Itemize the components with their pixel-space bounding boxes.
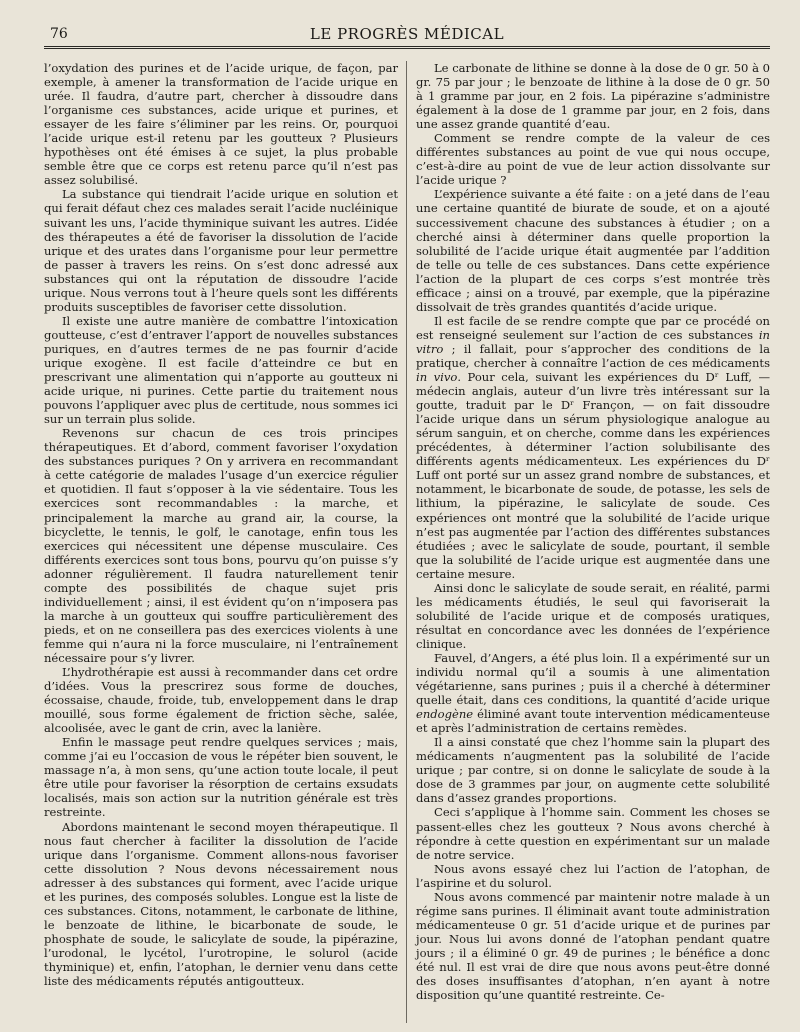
paragraph: Ceci s’applique à l’homme sain. Comment les choses se passent-elles chez les goutteux ? Nous avons cherché à répondre à cette question en expérimentant sur un malade de notre service. <box>416 805 770 862</box>
right-column <box>416 61 770 1023</box>
paragraph: Il existe une autre manière de combattre l’intoxication goutteuse, c’est d’entraver l’apport de nouvelles substances puriques, en d’autres termes de ne pas fournir d’acide urique exogène. Il est facile d’atteindre ce but en prescrivant une alimentation qui n’apporte au goutteux ni acide urique, ni purines. Cette partie du traitement nous pouvons l’appliquer avec plus de certitude, nous sommes ici sur un terrain plus solide. <box>44 313 398 427</box>
running-header <box>44 24 770 49</box>
paragraph: Revenons sur chacun de ces trois principes thérapeutiques. Et d’abord, comment favoriser l’oxydation des substances puriques ? On y arrivera en recommandant à cette catégorie de malades l’usage d’un exercice régulier et quotidien. Il faut s’opposer à la vie sédentaire. Tous les exercices sont recommandables : la marche, et principalement la marche au grand air, la course, la bicyclette, le tennis, le golf, le canotage, enfin tous les exercices qui nécessitent une dépense musculaire. Ces différents exercices sont tous bons, pourvu qu’on puisse s’y adonner régulièrement. Il faudra naturellement tenir compte des possibilités de chaque sujet pris individuellement ; ainsi, il est évident qu’on n’imposera pas la marche à un goutteux qui souffre particulièrement des pieds, et on ne conseillera pas des exercices violents à une femme qui n’aura ni la force musculaire, ni l’entraînement nécessaire pour s’y livrer. <box>44 426 398 665</box>
paragraph: La substance qui tiendrait l’acide urique en solution et qui ferait défaut chez ces malades serait l’acide nucléinique suivant les uns, l’acide thyminique suivant les autres. L’idée des thérapeutes a été de favoriser la dissolution de l’acide urique et des urates dans l’organisme pour leur permettre de passer à travers les reins. On s’est donc adressé aux substances qui ont la réputation de dissoudre l’acide urique. Nous verrons tout à l’heure quels sont les différents produits susceptibles de favoriser cette dissolution. <box>44 187 398 314</box>
paragraph: Comment se rendre compte de la valeur de ces différentes substances au point de vue qui nous occupe, c’est-à-dire au point de vue de leur action dissolvante sur l’acide urique ? <box>416 131 770 188</box>
paragraph: L’hydrothérapie est aussi à recommander dans cet ordre d’idées. Vous la prescrirez sous forme de douches, écossaise, chaude, froide, tub, enveloppement dans le drap mouillé, sous forme également de friction sèche, salée, alcoolisée, avec le gant de crin, avec la lanière. <box>44 665 398 736</box>
left-column <box>44 61 398 1023</box>
paragraph: Fauvel, d’Angers, a été plus loin. Il a expérimenté sur un individu normal qu’il a soumis à une alimentation végétarienne, sans purines ; puis il a cherché à déterminer quelle était, dans ces conditions, la quantité d’acide urique endogène éliminé avant toute intervention médicamenteuse et après l’administration de certains remèdes. <box>416 650 770 736</box>
page-number: 76 <box>50 26 68 42</box>
paragraph: Enfin le massage peut rendre quelques services ; mais, comme j’ai eu l’occasion de vous le répéter bien souvent, le massage n’a, à mon sens, qu’une action toute locale, il peut être utile pour favoriser la résorption de certains exsudats localisés, mais son action sur la nutrition générale est très restreinte. <box>44 735 398 820</box>
paragraph: L’expérience suivante a été faite : on a jeté dans de l’eau une certaine quantité de biurate de soude, et on a ajouté successivement chacune des substances à étudier ; on a cherché ainsi à déterminer dans quelle proportion la solubilité de l’acide urique était augmentée par l’addition de telle ou telle de ces substances. Dans cette expérience l’action de la plupart de ces corps s’est montrée très efficace ; ainsi on a trouvé, par exemple, que la pipérazine dissolvait de très grandes quantités d’acide urique. <box>416 187 770 314</box>
paragraph: Il est facile de se rendre compte que par ce procédé on est renseigné seulement sur l’action de ces substances in vitro ; il fallait, pour s’approcher des conditions de la pratique, chercher à connaître l’action de ces médicaments in vivo. Pour cela, suivant les expériences du Dʳ Luff, — médecin anglais, auteur d’un livre très intéressant sur la goutte, traduit par le Dʳ Françon, — on fait dissoudre l’acide urique dans un sérum physiologique analogue au sérum sanguin, et on cherche, comme dans les expériences précédentes, à déterminer l’action solubilisante des différents agents médicamenteux. Les expériences du Dʳ Luff ont porté sur un assez grand nombre de substances, et notamment, le bicarbonate de soude, de potasse, les sels de lithium, la pipérazine, le salicylate de soude. Ces expériences ont montré que la solubilité de l’acide urique n’est pas augmentée par l’action des différentes substances étudiées ; avec le salicylate de soude, pourtant, il semble que la solubilité de l’acide urique est augmentée dans une certaine mesure. <box>416 313 770 581</box>
paragraph: l’oxydation des purines et de l’acide urique, de façon, par exemple, à amener la transformation de l’acide urique en urée. Il faudra, d’autre part, chercher à dissoudre dans l’organisme ces substances, acide urique et purines, et essayer de les faire s’éliminer par les reins. Or, pourquoi l’acide urique est-il retenu par les goutteux ? Plusieurs hypothèses ont été émises à ce sujet, la plus probable semble être que ce corps est retenu parce qu’il n’est pas assez solubilisé. <box>44 61 398 188</box>
paragraph: Nous avons essayé chez lui l’action de l’atophan, de l’aspirine et du solurol. <box>416 861 770 890</box>
paragraph: Ainsi donc le salicylate de soude serait, en réalité, parmi les médicaments étudiés, le seul qui favoriserait la solubilité de l’acide urique et de composés uratiques, résultat en concordance avec les données de l’expérience clinique. <box>416 580 770 651</box>
text-columns <box>44 61 770 1023</box>
paragraph: Il a ainsi constaté que chez l’homme sain la plupart des médicaments n’augmentent pas la solubilité de l’acide urique ; par contre, si on donne le salicylate de soude à la dose de 3 grammes par jour, on augmente cette solubilité dans d’assez grandes proportions. <box>416 735 770 806</box>
paragraph: Abordons maintenant le second moyen thérapeutique. Il nous faut chercher à faciliter la dissolution de l’acide urique dans l’organisme. Comment allons-nous favoriser cette dissolution ? Nous devons nécessairement nous adresser à des substances qui forment, avec l’acide urique et les purines, des composés solubles. Longue est la liste de ces substances. Citons, notamment, le carbonate de lithine, le benzoate de lithine, le bicarbonate de soude, le phosphate de soude, le salicylate de soude, la pipérazine, l’urodonal, le lycétol, l’urotropine, le solurol (acide thyminique) et, enfin, l’atophan, le dernier venu dans cette liste des médicaments réputés antigoutteux. <box>44 819 398 989</box>
journal-title: LE PROGRÈS MÉDICAL <box>309 25 505 43</box>
paragraph: Le carbonate de lithine se donne à la dose de 0 gr. 50 à 0 gr. 75 par jour ; le benzoate de lithine à la dose de 0 gr. 50 à 1 gramme par jour, en 2 fois. La pipérazine s’administre également à la dose de 1 gramme par jour, en 2 fois, dans une assez grande quantité d’eau. <box>416 61 770 132</box>
paragraph: Nous avons commencé par maintenir notre malade à un régime sans purines. Il éliminait avant toute administration médicamenteuse 0 gr. 51 d’acide urique et de purines par jour. Nous lui avons donné de l’atophan pendant quatre jours ; il a éliminé 0 gr. 49 de purines ; le bénéfice a donc été nul. Il est vrai de dire que nous avons peut-être donné des doses insuffisantes d’atophan, n’en ayant à notre disposition qu’une quantité restreinte. Ce- <box>416 889 770 1003</box>
